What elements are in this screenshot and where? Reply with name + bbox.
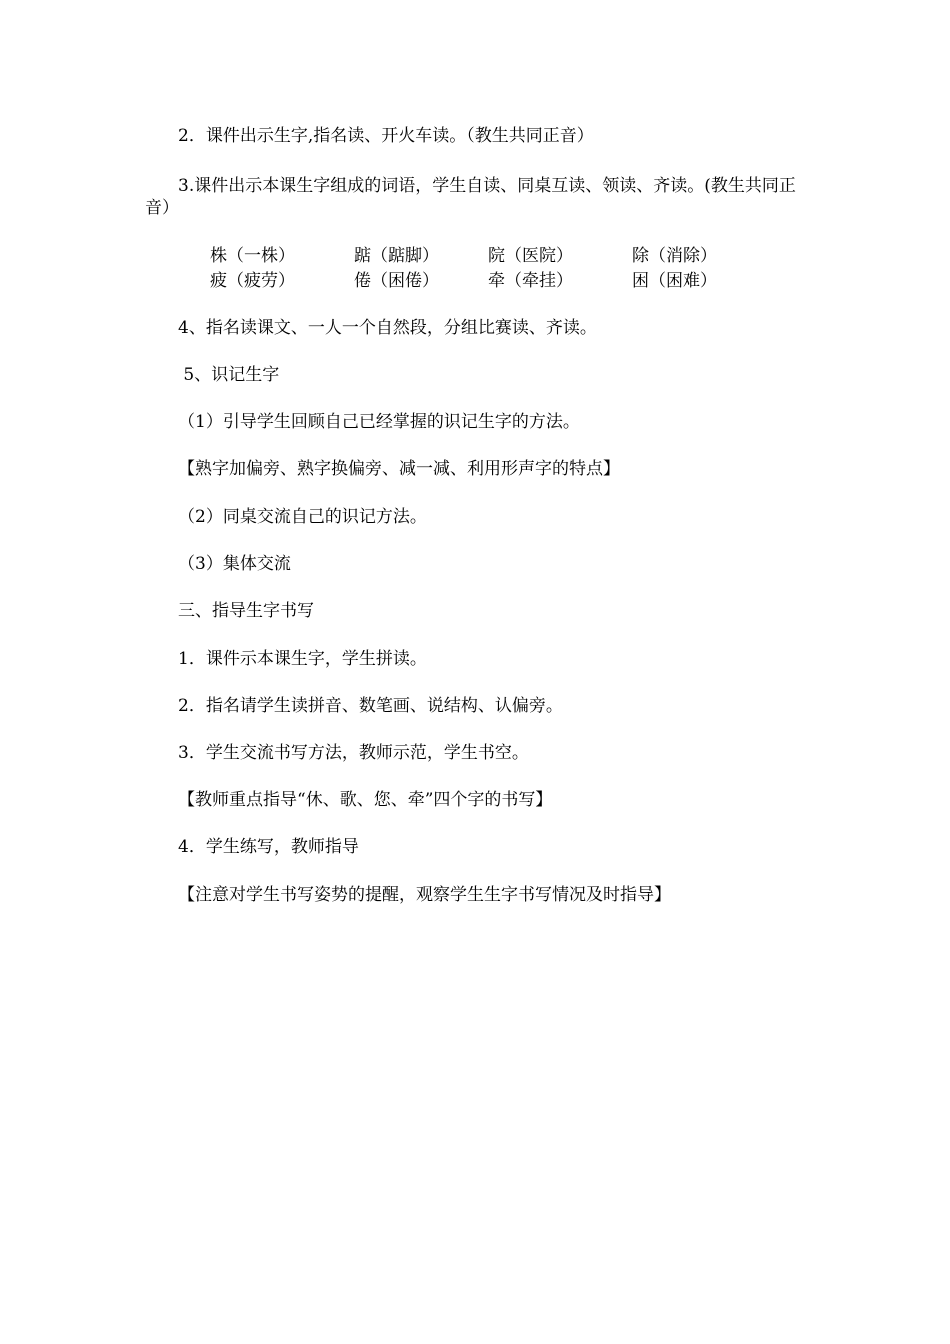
paragraph-memorize-heading: 5、识记生字 [178, 365, 280, 385]
paragraph-methods-note: 【熟字加偏旁、熟字换偏旁、减一减、利用形声字的特点】 [178, 459, 620, 479]
paragraph-writing-step2: 2．指名请学生读拼音、数笔画、说结构、认偏旁。 [178, 696, 563, 716]
section-heading-writing: 三、指导生字书写 [178, 601, 314, 621]
paragraph-writing-step3: 3．学生交流书写方法，教师示范，学生书空。 [178, 743, 529, 763]
paragraph-courseware-words: 3.课件出示本课生字组成的词语，学生自读、同桌互读、领读、齐读。(教生共同正音） [145, 176, 796, 218]
paragraph-read-text: 4、指名读课文、一人一个自然段，分组比赛读、齐读。 [178, 318, 597, 338]
paragraph-group-exchange: （3）集体交流 [178, 554, 291, 574]
vocab-item: 倦（困倦） [354, 271, 439, 291]
vocab-item: 牵（牵挂） [488, 271, 573, 291]
paragraph-writing-step1: 1．课件示本课生字，学生拼读。 [178, 649, 427, 669]
vocab-item: 院（医院） [488, 246, 573, 266]
vocab-item: 困（困难） [632, 271, 717, 291]
vocab-item: 除（消除） [632, 246, 717, 266]
vocab-item: 踮（踮脚） [354, 246, 439, 266]
paragraph-desk-exchange: （2）同桌交流自己的识记方法。 [178, 507, 427, 527]
paragraph-teacher-focus-note: 【教师重点指导“休、歌、您、牵”四个字的书写】 [178, 790, 553, 810]
paragraph-review-methods: （1）引导学生回顾自己已经掌握的识记生字的方法。 [178, 412, 580, 432]
vocab-item: 株（一株） [210, 246, 295, 266]
paragraph-courseware-characters: 2．课件出示生字,指名读、开火车读。（教生共同正音） [178, 126, 594, 146]
paragraph-posture-note: 【注意对学生书写姿势的提醒，观察学生生字书写情况及时指导】 [178, 885, 671, 905]
paragraph-writing-step4: 4．学生练写，教师指导 [178, 837, 359, 857]
vocab-item: 疲（疲劳） [210, 271, 295, 291]
